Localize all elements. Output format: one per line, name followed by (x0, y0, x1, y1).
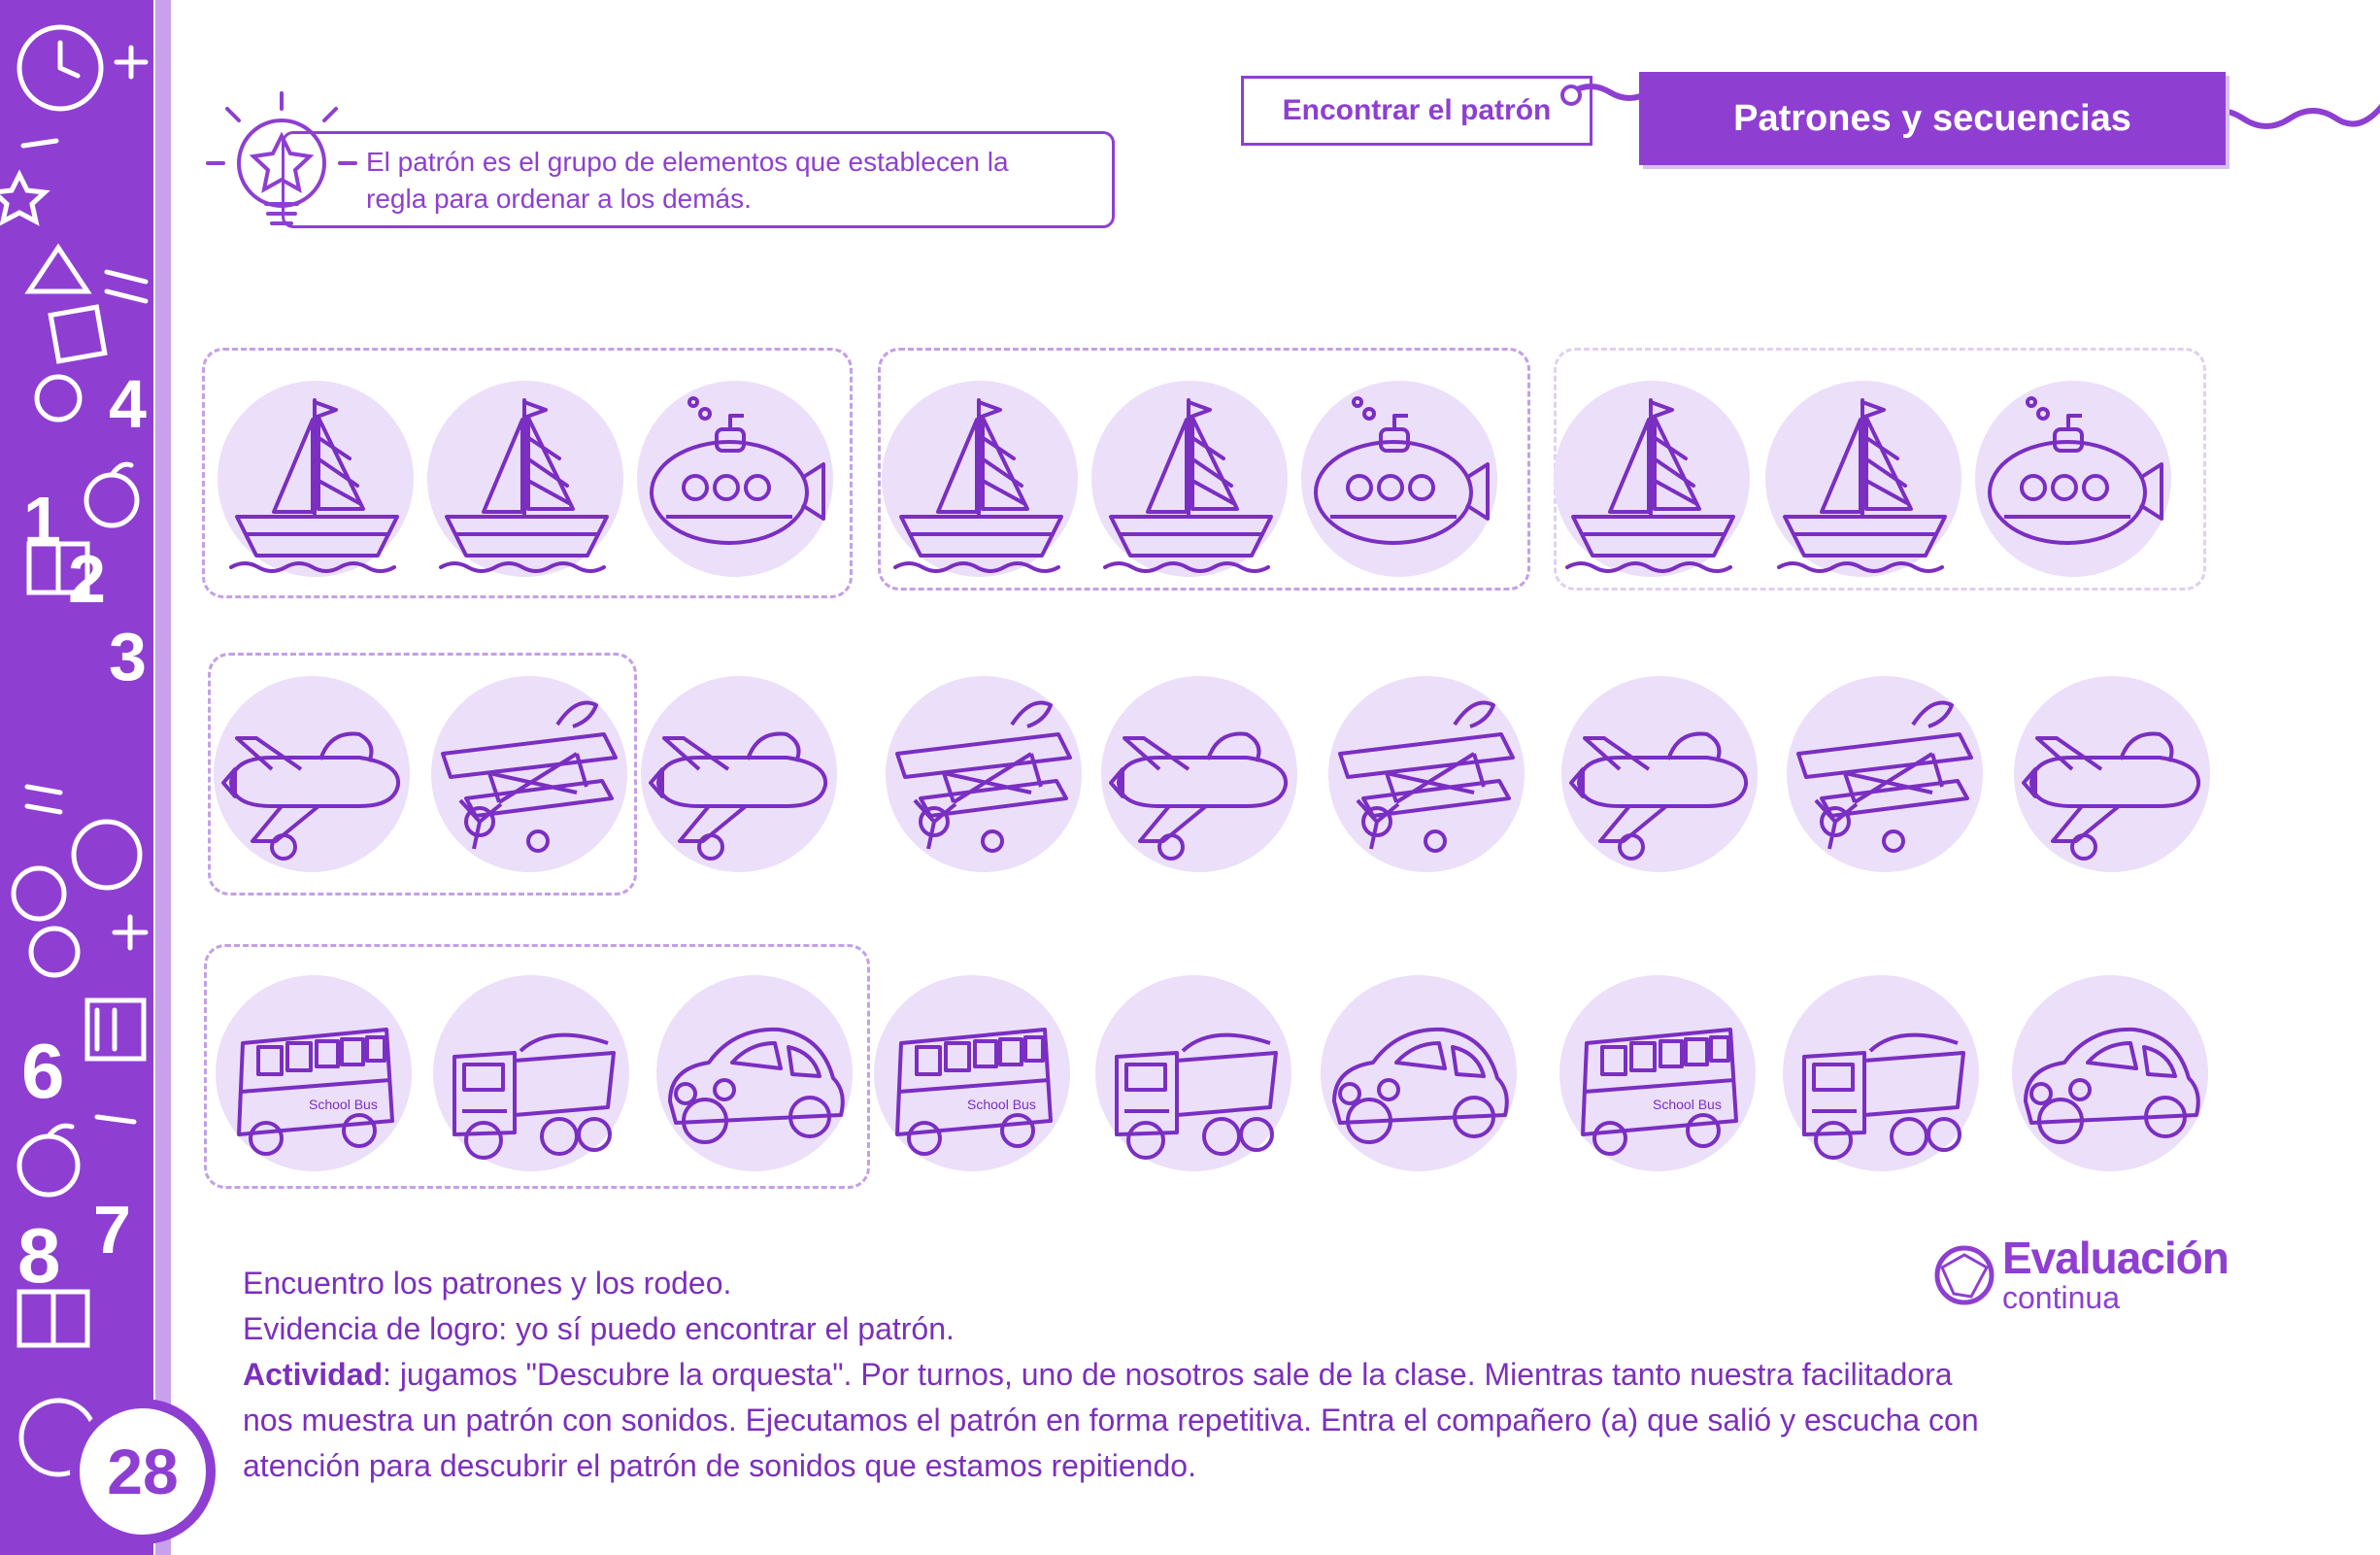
activity-label: Actividad (243, 1357, 384, 1392)
jet-icon (214, 676, 410, 872)
logo-title: Evaluación (2002, 1233, 2229, 1283)
section-tag (1241, 76, 1592, 146)
submarine-icon (1975, 381, 2171, 577)
boats-item-submarine (1975, 381, 2171, 577)
car-icon (1321, 975, 1517, 1171)
jet-icon (641, 676, 837, 872)
section-tag-label: Encontrar el patrón (1282, 94, 1552, 126)
planes-item-biplane (886, 676, 1082, 872)
bus-icon (1559, 975, 1756, 1171)
svg-text:School Bus: School Bus (309, 1097, 378, 1112)
topic-tag (1639, 72, 2226, 165)
activity-text-1: : jugamos "Descubre la orquesta". Por turnos, uno de nosotros sale de la clase. Mientras tanto nuestra facilitadora (383, 1357, 1953, 1392)
instruction-line-1: Encuentro los patrones y los rodeo. (243, 1266, 732, 1301)
tip-box (282, 131, 1115, 228)
planes-item-biplane (1328, 676, 1525, 872)
vehicles-item-truck (1095, 975, 1291, 1171)
instruction-line-2: Evidencia de logro: yo sí puedo encontrar el patrón. (243, 1311, 955, 1346)
submarine-icon (1301, 381, 1497, 577)
activity-line-1 (243, 1352, 2330, 1398)
car-icon (2012, 975, 2208, 1171)
activity-line-3: atención para descubrir el patrón de sonidos que estamos repitiendo. (243, 1448, 1196, 1483)
logo-subtitle: continua (2002, 1280, 2120, 1315)
planes-item-jet (2014, 676, 2210, 872)
page-number-badge (70, 1399, 216, 1544)
vehicles-item-car (1321, 975, 1517, 1171)
vehicles-item-car (656, 975, 853, 1171)
svg-text:School Bus: School Bus (1653, 1097, 1722, 1112)
sailboat-icon (1554, 381, 1750, 577)
boats-item-sailboat (1765, 381, 1961, 577)
planes-item-jet (1561, 676, 1758, 872)
svg-text:3: 3 (109, 619, 147, 694)
biplane-icon (886, 676, 1082, 872)
activity-line-2: nos muestra un patrón con sonidos. Ejecutamos el patrón en forma repetitiva. Entra el compañero (a) que salió y escucha con (243, 1403, 1979, 1437)
planes-item-jet (641, 676, 837, 872)
vehicles-item-bus (874, 975, 1070, 1171)
car-icon (656, 975, 853, 1171)
jet-icon (2014, 676, 2210, 872)
boats-item-sailboat (427, 381, 623, 577)
boats-item-sailboat (218, 381, 414, 577)
submarine-icon (637, 381, 833, 577)
truck-icon (433, 975, 629, 1171)
sidebar-accent-line (155, 0, 171, 1555)
topic-tag-label: Patrones y secuencias (1733, 97, 2131, 139)
svg-text:1: 1 (23, 483, 61, 558)
svg-text:6: 6 (21, 1028, 65, 1114)
vehicles-item-truck (433, 975, 629, 1171)
instructions (243, 1261, 2330, 1489)
bus-icon (216, 975, 412, 1171)
vehicles-item-bus (1559, 975, 1756, 1171)
truck-icon (1095, 975, 1291, 1171)
sailboat-icon (1091, 381, 1288, 577)
svg-text:7: 7 (93, 1192, 131, 1268)
svg-text:8: 8 (17, 1212, 61, 1299)
boats-item-sailboat (882, 381, 1078, 577)
sidebar-strip (0, 0, 153, 1555)
jet-icon (1561, 676, 1758, 872)
sailboat-icon (882, 381, 1078, 577)
boats-item-sailboat (1091, 381, 1288, 577)
planes-item-jet (214, 676, 410, 872)
boats-item-submarine (1301, 381, 1497, 577)
vehicles-item-truck (1783, 975, 1979, 1171)
svg-text:School Bus: School Bus (967, 1097, 1036, 1112)
planes-item-biplane (1787, 676, 1983, 872)
page-number: 28 (107, 1436, 179, 1507)
planes-item-biplane (431, 676, 627, 872)
biplane-icon (1787, 676, 1983, 872)
truck-icon (1783, 975, 1979, 1171)
svg-text:2: 2 (68, 541, 106, 617)
sailboat-icon (218, 381, 414, 577)
math-doodles-icon (0, 0, 153, 1555)
vehicles-item-car (2012, 975, 2208, 1171)
biplane-icon (1328, 676, 1525, 872)
boats-item-submarine (637, 381, 833, 577)
vehicles-item-bus (216, 975, 412, 1171)
tip-line-1: El patrón es el grupo de elementos que establecen la (366, 147, 1009, 177)
boats-item-sailboat (1554, 381, 1750, 577)
biplane-icon (431, 676, 627, 872)
svg-text:4: 4 (109, 366, 147, 442)
sailboat-icon (427, 381, 623, 577)
planes-item-jet (1101, 676, 1297, 872)
jet-icon (1101, 676, 1297, 872)
sailboat-icon (1765, 381, 1961, 577)
tip-line-2: regla para ordenar a los demás. (366, 184, 752, 214)
bus-icon (874, 975, 1070, 1171)
